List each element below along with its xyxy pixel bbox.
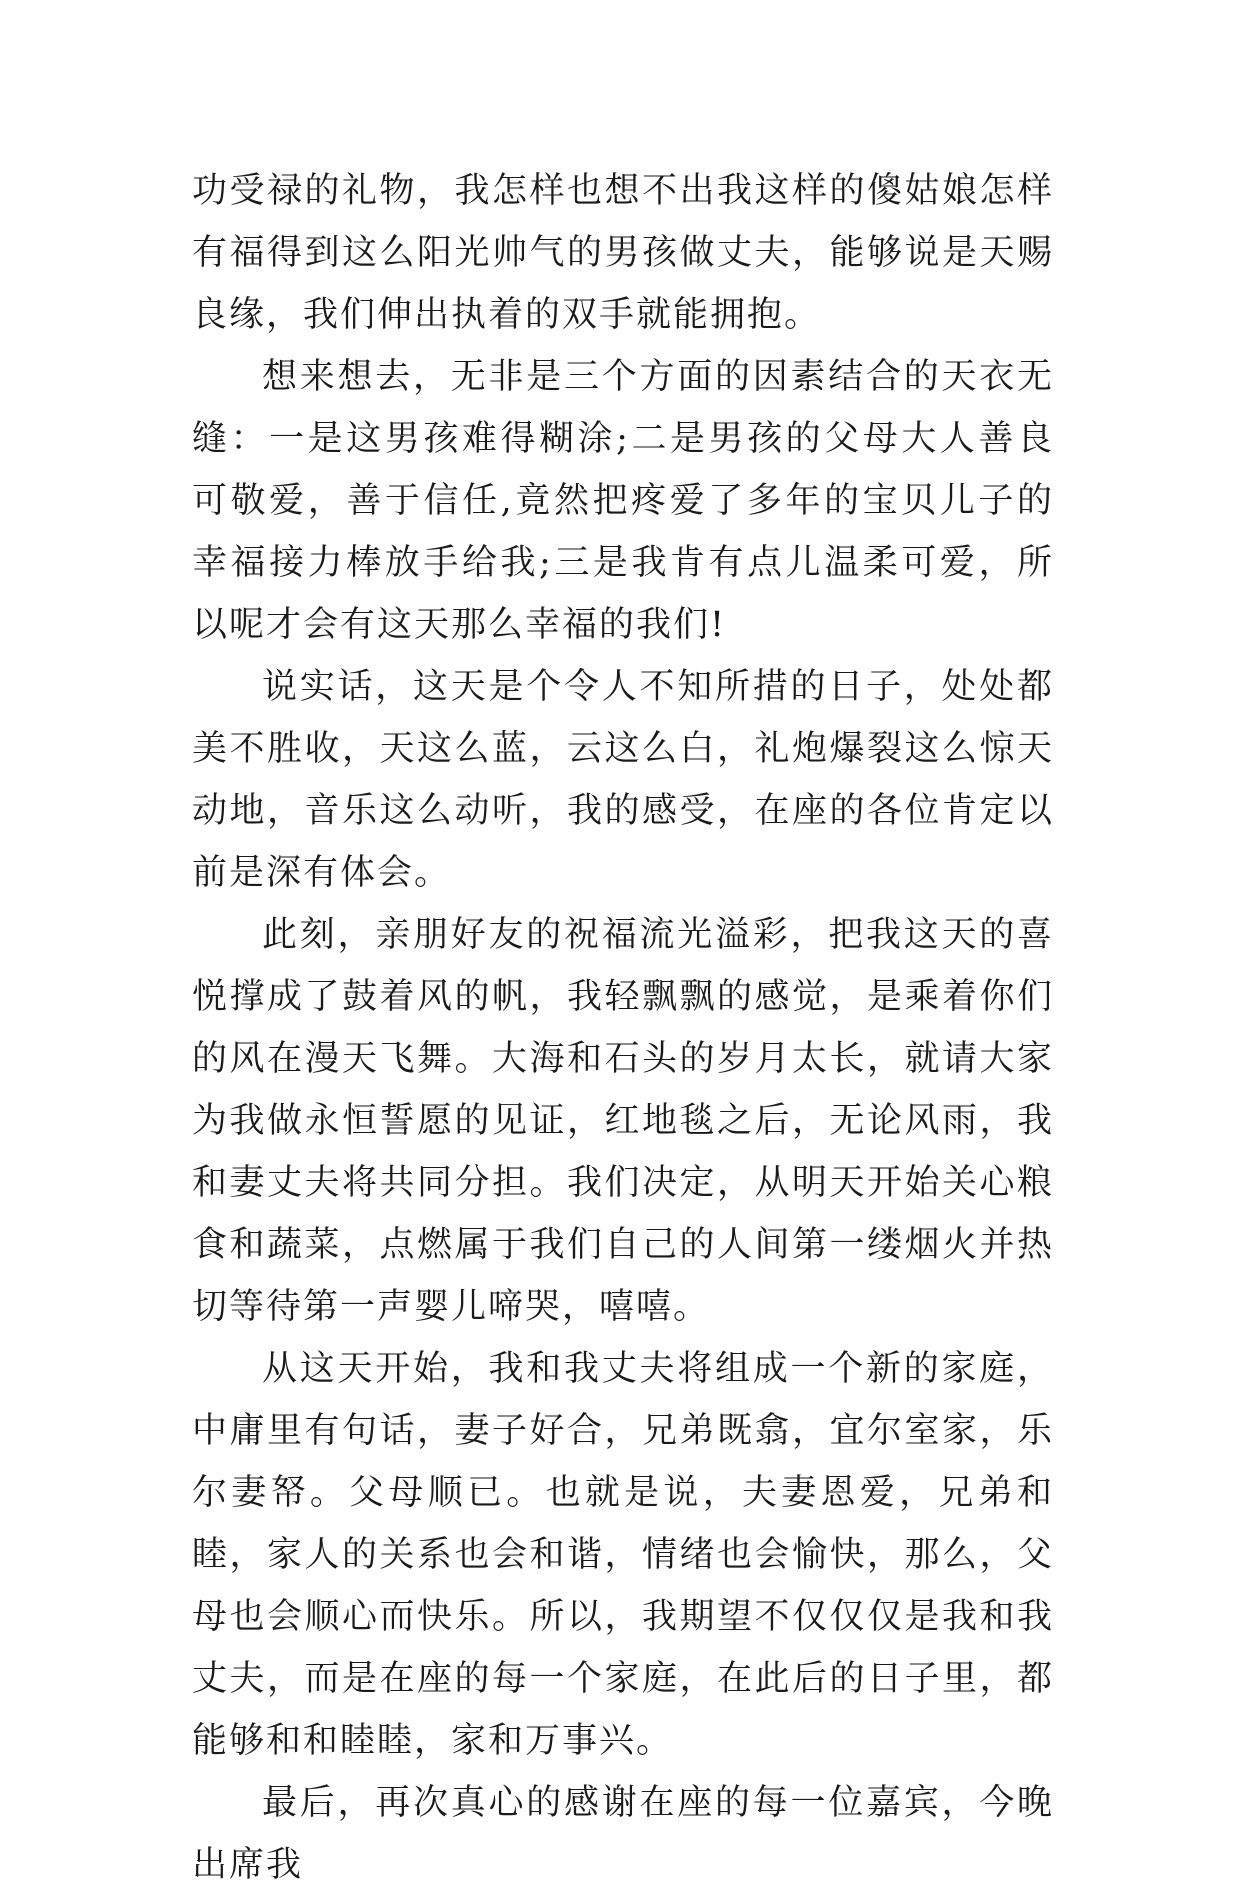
paragraph: 说实话，这天是个令人不知所措的日子，处处都美不胜收，天这么蓝，云这么白，礼炮爆裂这么惊天动地，音乐这么动听，我的感受，在座的各位肯定以前是深有体会。	[192, 667, 1054, 893]
paragraph: 最后，再次真心的感谢在座的每一位嘉宾，今晚出席我	[192, 1783, 1054, 1885]
paragraph: 从这天开始，我和我丈夫将组成一个新的家庭，中庸里有句话，妻子好合，兄弟既翕，宜尔室家，乐尔妻帑。父母顺已。也就是说，夫妻恩爱，兄弟和睦，家人的关系也会和谐，情绪也会愉快，那么，父母也会顺心而快乐。所以，我期望不仅仅仅是我和我丈夫，而是在座的每一个家庭，在此后的日子里，都能够和和睦睦，家和万事兴。	[192, 1349, 1054, 1761]
paragraph: 想来想去，无非是三个方面的因素结合的天衣无缝：一是这男孩难得糊涂;二是男孩的父母大人善良可敬爱，善于信任,竟然把疼爱了多年的宝贝儿子的幸福接力棒放手给我;三是我肯有点儿温柔可爱，所以呢才会有这天那么幸福的我们!	[192, 357, 1054, 645]
body-text	[192, 160, 1054, 1896]
paragraph: 功受禄的礼物，我怎样也想不出我这样的傻姑娘怎样有福得到这么阳光帅气的男孩做丈夫，能够说是天赐良缘，我们伸出执着的双手就能拥抱。	[192, 171, 1054, 335]
paragraph: 此刻，亲朋好友的祝福流光溢彩，把我这天的喜悦撑成了鼓着风的帆，我轻飘飘的感觉，是乘着你们的风在漫天飞舞。大海和石头的岁月太长，就请大家为我做永恒誓愿的见证，红地毯之后，无论风雨，我和妻丈夫将共同分担。我们决定，从明天开始关心粮食和蔬菜，点燃属于我们自己的人间第一缕烟火并热切等待第一声婴儿啼哭，嘻嘻。	[192, 915, 1054, 1327]
